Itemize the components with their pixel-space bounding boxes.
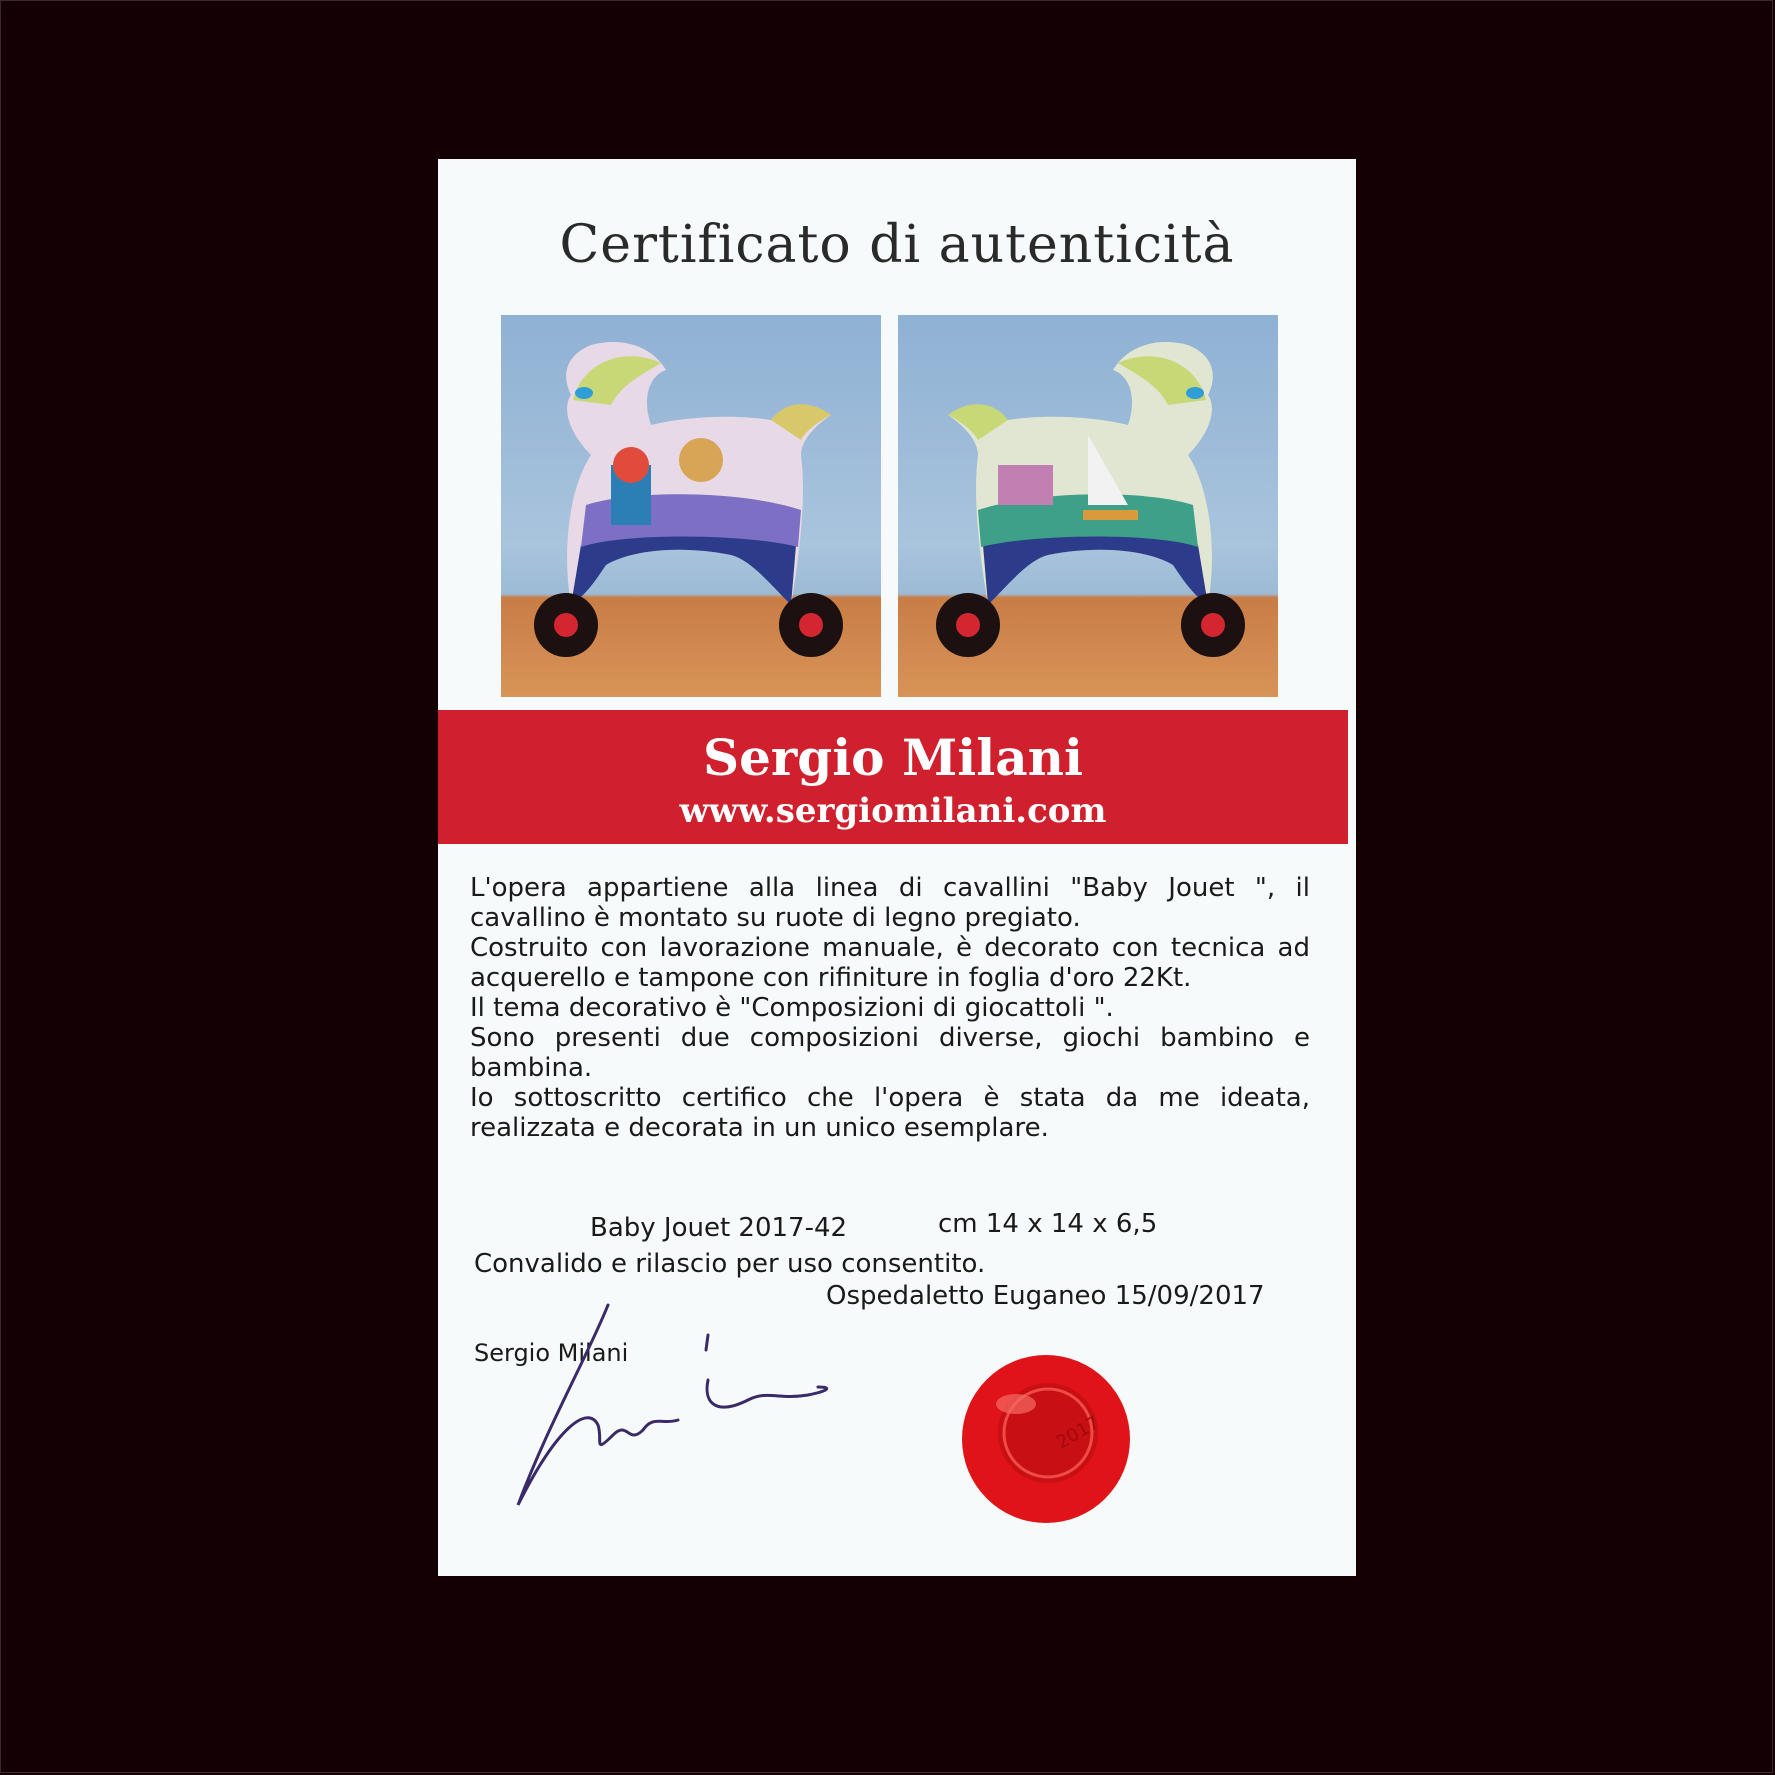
paragraph-statement: Io sottoscritto certifico che l'opera è stata da me ideata, realizzata e decorata in un unico esemplare.	[470, 1083, 1310, 1143]
paragraph-compositions: Sono presenti due composizioni diverse, giochi bambino e bambina.	[470, 1023, 1310, 1083]
wax-seal-icon	[956, 1349, 1136, 1529]
seal-text: 2017	[1053, 1412, 1104, 1454]
artwork-code: Baby Jouet 2017-42	[590, 1213, 848, 1243]
horse-toy-right-image	[898, 315, 1278, 697]
certificate-body	[470, 873, 1310, 1143]
artist-banner	[438, 710, 1348, 844]
certificate-title: Certificato di autenticità	[559, 215, 1235, 275]
validation-text: Convalido e rilascio per uso consentito.	[474, 1249, 986, 1279]
place-date: Ospedaletto Euganeo 15/09/2017	[826, 1281, 1265, 1311]
paragraph-theme: Il tema decorativo è "Composizioni di giocattoli ".	[470, 993, 1114, 1023]
paragraph-construction: Costruito con lavorazione manuale, è decorato con tecnica ad acquerello e tampone con rifiniture in foglia d'oro 22Kt.	[470, 933, 1310, 993]
certificate-card	[438, 159, 1356, 1576]
artwork-dimensions: cm 14 x 14 x 6,5	[938, 1209, 1158, 1239]
signature-icon	[478, 1295, 858, 1545]
artist-website: www.sergiomilani.com	[679, 791, 1107, 831]
horse-photo-left	[501, 315, 881, 697]
artist-name: Sergio Milani	[702, 728, 1084, 787]
signature-label: Sergio Milani	[474, 1339, 629, 1367]
horse-toy-left-image	[501, 315, 881, 697]
horse-photo-right	[898, 315, 1278, 697]
paragraph-line: L'opera appartiene alla linea di cavallini "Baby Jouet ", il cavallino è montato su ruote di legno pregiato.	[470, 873, 1310, 933]
